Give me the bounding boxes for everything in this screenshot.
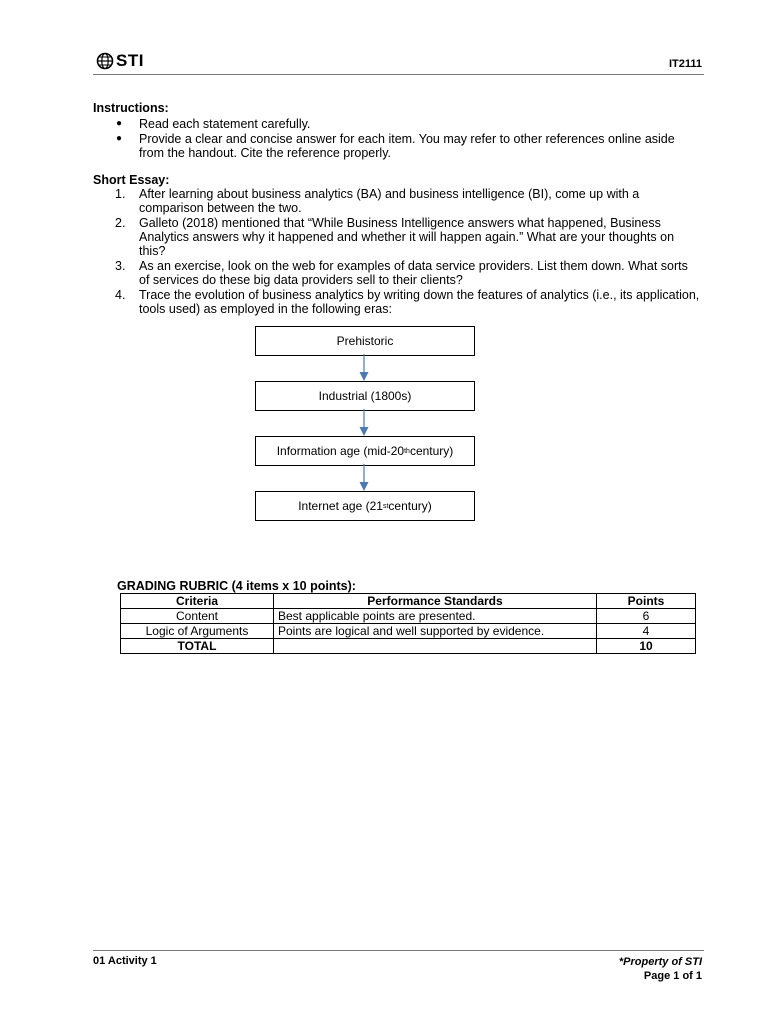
era-label-post: century) (388, 499, 432, 513)
item-number: 4. (115, 288, 126, 302)
list-item (93, 117, 701, 131)
era-label-pre: Information age (mid-20 (276, 444, 405, 458)
total-points: 10 (597, 639, 696, 654)
standard-cell: Points are logical and well supported by evidence. (274, 624, 597, 639)
instructions-heading: Instructions: (93, 101, 169, 115)
short-essay-heading: Short Essay: (93, 173, 170, 187)
criteria-cell: Content (121, 609, 274, 624)
list-item (93, 288, 701, 316)
table-header-row (121, 594, 696, 609)
criteria-cell: Logic of Arguments (121, 624, 274, 639)
list-item (93, 259, 701, 287)
footer-divider (93, 950, 704, 951)
item-number: 3. (115, 259, 126, 273)
column-header: Criteria (121, 594, 274, 609)
era-box-internet-age (255, 491, 475, 521)
instructions-list (93, 117, 701, 161)
era-label: Prehistoric (336, 334, 394, 348)
list-item (93, 132, 701, 160)
table-row (121, 624, 696, 639)
footer-activity-label: 01 Activity 1 (93, 955, 157, 967)
sti-logo (96, 52, 144, 70)
rubric-title: GRADING RUBRIC (4 items x 10 points): (117, 579, 356, 593)
era-label-sup: st (382, 502, 389, 510)
down-arrow-icon (359, 354, 369, 381)
column-header: Points (597, 594, 696, 609)
era-box-industrial (255, 381, 475, 411)
property-notice: *Property of STI (618, 956, 702, 968)
eras-flowchart (255, 326, 477, 522)
question-text: Trace the evolution of business analytics by writing down the features of analytics (i.e., its application, tools used) as employed in the following eras: (139, 288, 700, 316)
header-divider (93, 74, 704, 75)
down-arrow-icon (359, 464, 369, 491)
question-text: As an exercise, look on the web for examples of data service providers. List them down. What sorts of services do these big data providers sell to their clients? (139, 259, 688, 287)
grading-rubric-table (120, 593, 696, 654)
era-box-prehistoric (255, 326, 475, 356)
total-label: TOTAL (121, 639, 274, 654)
total-empty-cell (274, 639, 597, 654)
essay-list (93, 187, 701, 317)
globe-icon (96, 52, 114, 70)
table-row (121, 609, 696, 624)
item-number: 2. (115, 216, 126, 230)
question-text: After learning about business analytics (BA) and business intelligence (BI), come up with a comparison between the two. (139, 187, 640, 215)
list-item (93, 187, 701, 215)
footer-right (619, 955, 702, 983)
document-code: IT2111 (668, 58, 702, 70)
total-row (121, 639, 696, 654)
era-label-pre: Internet age (21 (298, 499, 383, 513)
bullet: ● (116, 118, 123, 129)
down-arrow-icon (359, 409, 369, 436)
points-cell: 6 (597, 609, 696, 624)
page-number: Page 1 of 1 (643, 970, 702, 982)
standard-cell: Best applicable points are presented. (274, 609, 597, 624)
item-number: 1. (115, 187, 126, 201)
instruction-text: Read each statement carefully. (139, 117, 311, 131)
question-text: Galleto (2018) mentioned that “While Business Intelligence answers what happened, Business Analytics answers why it happened and whether it will happen again.” What are your thoughts on this? (139, 216, 675, 258)
era-box-information-age (255, 436, 475, 466)
era-label-post: century) (409, 444, 454, 458)
era-label: Industrial (1800s) (318, 389, 412, 403)
instruction-text: Provide a clear and concise answer for each item. You may refer to other references online aside from the handout. Cite the reference properly. (139, 132, 675, 160)
list-item (93, 216, 701, 258)
logo-text: STI (116, 51, 144, 70)
bullet: ● (116, 133, 123, 144)
era-label-sup: th (404, 447, 410, 455)
column-header: Performance Standards (274, 594, 597, 609)
points-cell: 4 (597, 624, 696, 639)
